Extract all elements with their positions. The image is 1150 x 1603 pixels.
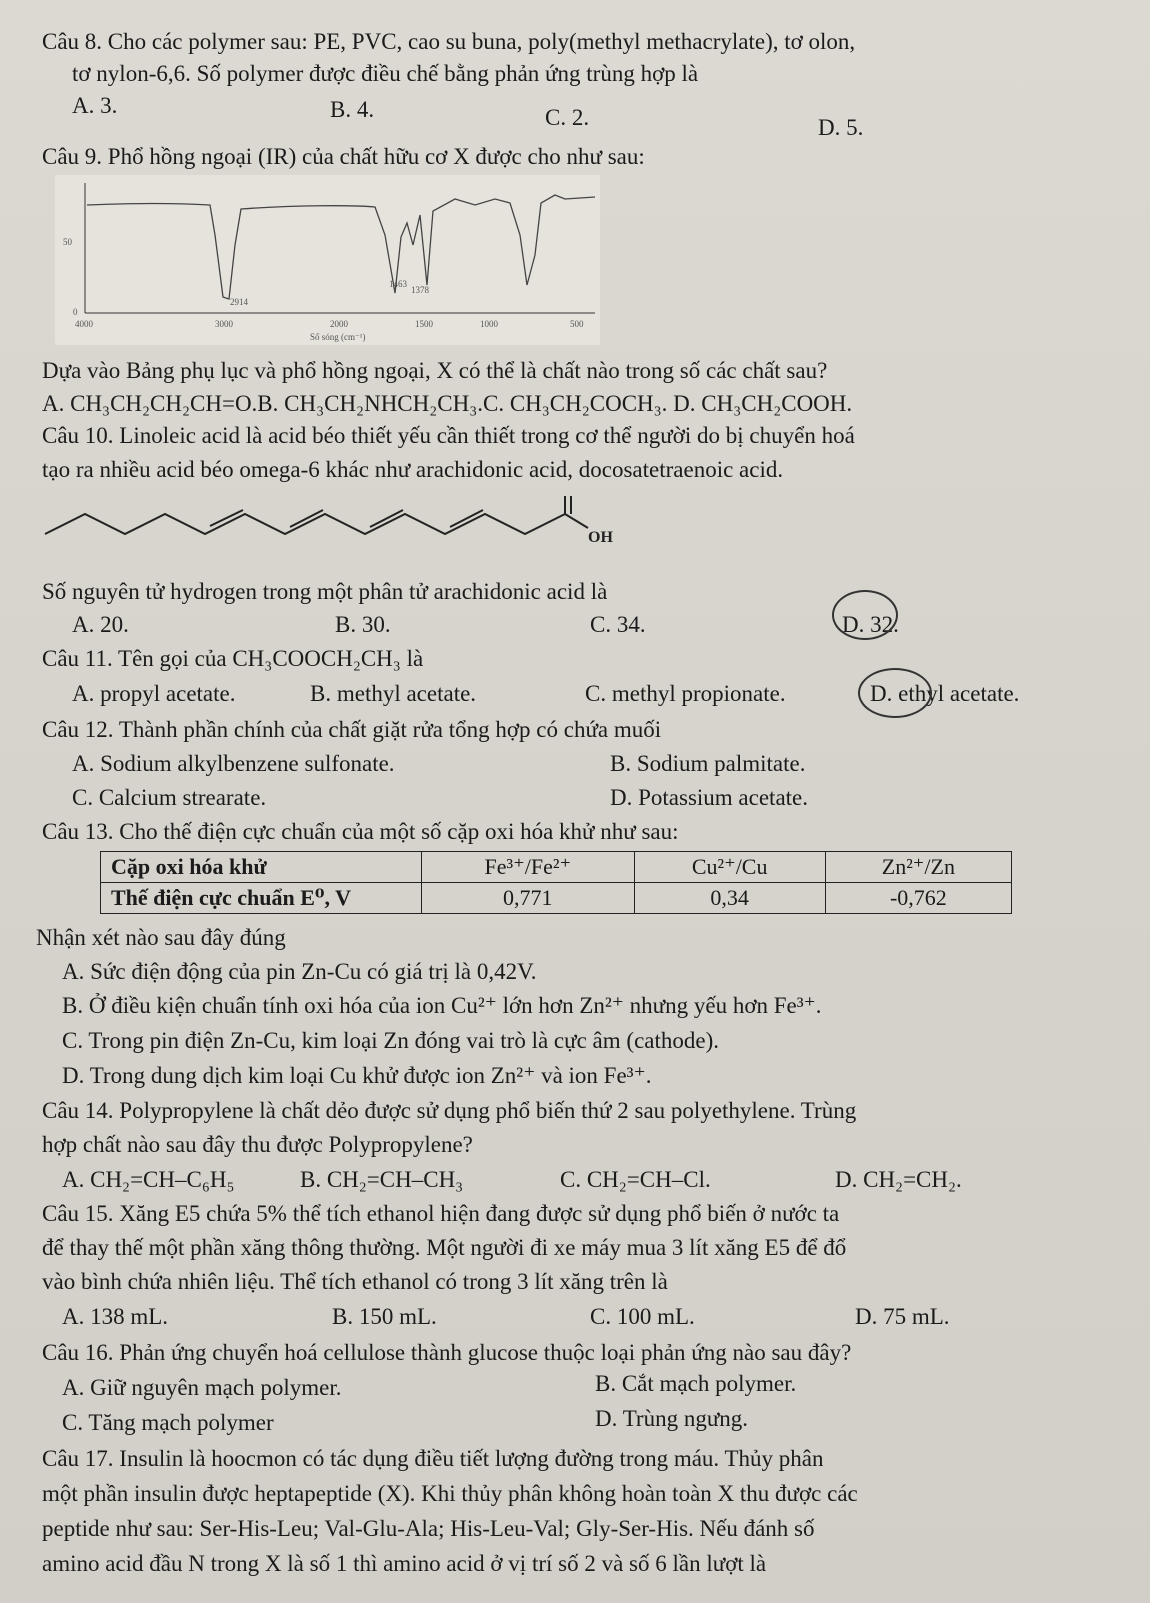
q12-option-d: D. Potassium acetate. [610, 785, 809, 810]
table-cell: Cu²⁺/Cu [634, 852, 825, 883]
spectrum-background [55, 175, 600, 345]
q8-line2: tơ nylon-6,6. Số polymer được điều chế bằng phản ứng trùng hợp là [72, 61, 699, 86]
q15-line2: để thay thế một phần xăng thông thường. Một người đi xe máy mua 3 lít xăng E5 để đổ [42, 1235, 847, 1260]
ir-spectrum-chart [55, 175, 600, 345]
q13-option-c: C. Trong pin điện Zn-Cu, kim loại Zn đóng vai trò là cực âm (cathode). [62, 1028, 719, 1053]
q10-option-b: B. 30. [335, 612, 391, 637]
table-row [101, 852, 1012, 883]
q14-option-b: B. CH₂=CH–CH₃ [300, 1167, 464, 1192]
q10-option-d: D. 32. [842, 612, 899, 637]
q11-title: Câu 11. Tên gọi của CH₃COOCH₂CH₃ là [42, 646, 424, 671]
spectrum-peak-2914: 2914 [230, 297, 248, 307]
q10-prompt: Số nguyên tử hydrogen trong một phân tử arachidonic acid là [42, 579, 608, 604]
table-row [101, 883, 1012, 914]
oh-label: OH [588, 529, 613, 546]
q15-option-d: D. 75 mL. [855, 1304, 950, 1329]
q15-line1: Câu 15. Xăng E5 chứa 5% thể tích ethanol hiện đang được sử dụng phổ biến ở nước ta [42, 1201, 840, 1226]
q16-title: Câu 16. Phản ứng chuyển hoá cellulose thành glucose thuộc loại phản ứng nào sau đây? [42, 1340, 852, 1365]
q16-option-d: D. Trùng ngưng. [595, 1406, 749, 1431]
q12-title: Câu 12. Thành phần chính của chất giặt rửa tổng hợp có chứa muối [42, 717, 662, 742]
q16-option-b: B. Cắt mạch polymer. [595, 1371, 797, 1396]
table-cell: 0,771 [422, 883, 635, 914]
table-cell: Zn²⁺/Zn [825, 852, 1011, 883]
q11-option-d: D. ethyl acetate. [870, 681, 1020, 706]
q14-option-d: D. CH₂=CH₂. [835, 1167, 962, 1192]
spectrum-tick-2000: 2000 [330, 319, 348, 329]
q9-prompt: Dựa vào Bảng phụ lục và phổ hồng ngoại, X có thể là chất nào trong số các chất sau? [42, 358, 828, 383]
spectrum-peak-1378: 1378 [411, 285, 429, 295]
q12-option-c: C. Calcium strearate. [72, 785, 267, 810]
q8-option-c: C. 2. [545, 105, 590, 130]
hand-drawn-circle [832, 590, 898, 640]
q8-option-d: D. 5. [818, 115, 864, 140]
spectrum-tick-4000: 4000 [75, 319, 93, 329]
table-header-cell: Cặp oxi hóa khử [101, 852, 422, 883]
q13-title: Câu 13. Cho thế điện cực chuẩn của một số cặp oxi hóa khử như sau: [42, 819, 679, 844]
q9-options: A. CH₃CH₂CH₂CH=O.B. CH₃CH₂NHCH₂CH₃.C. CH₃CH₂COCH₃. D. CH₃CH₂COOH. [42, 391, 853, 416]
q13-option-b: B. Ở điều kiện chuẩn tính oxi hóa của ion Cu²⁺ lớn hơn Zn²⁺ nhưng yếu hơn Fe³⁺. [62, 993, 822, 1018]
spectrum-y50-label: 50 [63, 237, 72, 247]
table-header-cell: Thế điện cực chuẩn E⁰, V [101, 883, 422, 914]
q9-title: Câu 9. Phổ hồng ngoại (IR) của chất hữu cơ X được cho như sau: [42, 144, 645, 169]
q8-option-b: B. 4. [330, 97, 375, 122]
q14-option-a: A. CH₂=CH–C₆H₅ [62, 1167, 235, 1192]
q16-option-a: A. Giữ nguyên mạch polymer. [62, 1375, 342, 1400]
q13-prompt: Nhận xét nào sau đây đúng [36, 925, 286, 950]
spectrum-peak-1463: 1463 [389, 279, 407, 289]
q14-option-c: C. CH₂=CH–Cl. [560, 1167, 711, 1192]
q15-option-b: B. 150 mL. [332, 1304, 437, 1329]
q10-line2: tạo ra nhiều acid béo omega-6 khác như arachidonic acid, docosatetraenoic acid. [42, 457, 784, 482]
spectrum-y0-label: 0 [73, 307, 78, 317]
spectrum-tick-500: 500 [570, 319, 584, 329]
linoleic-acid-structure [40, 492, 620, 567]
spectrum-x-label: Số sóng (cm⁻¹) [310, 332, 366, 342]
q14-line1: Câu 14. Polypropylene là chất dẻo được sử dụng phổ biến thứ 2 sau polyethylene. Trùng [42, 1098, 857, 1123]
q13-option-a: A. Sức điện động của pin Zn-Cu có giá trị là 0,42V. [62, 959, 537, 984]
table-cell: -0,762 [825, 883, 1011, 914]
q12-option-a: A. Sodium alkylbenzene sulfonate. [72, 751, 395, 776]
q11-option-a: A. propyl acetate. [72, 681, 236, 706]
q17-line2: một phần insulin được heptapeptide (X). Khi thủy phân không hoàn toàn X thu được các [42, 1481, 858, 1506]
q12-option-b: B. Sodium palmitate. [610, 751, 806, 776]
q15-option-c: C. 100 mL. [590, 1304, 695, 1329]
spectrum-tick-3000: 3000 [215, 319, 233, 329]
carbon-chain [45, 514, 565, 534]
q14-line2: hợp chất nào sau đây thu được Polypropylene? [42, 1132, 473, 1157]
q17-line4: amino acid đầu N trong X là số 1 thì amino acid ở vị trí số 2 và số 6 lần lượt là [42, 1551, 767, 1576]
q13-option-d: D. Trong dung dịch kim loại Cu khử được ion Zn²⁺ và ion Fe³⁺. [62, 1063, 652, 1088]
q11-option-c: C. methyl propionate. [585, 681, 786, 706]
table-cell: 0,34 [634, 883, 825, 914]
q10-option-a: A. 20. [72, 612, 129, 637]
hand-drawn-circle [858, 668, 932, 718]
q17-line3: peptide như sau: Ser-His-Leu; Val-Glu-Ala; His-Leu-Val; Gly-Ser-His. Nếu đánh số [42, 1516, 815, 1541]
spectrum-tick-1500: 1500 [415, 319, 433, 329]
q10-line1: Câu 10. Linoleic acid là acid béo thiết yếu cần thiết trong cơ thể người do bị chuyển hoá [42, 423, 855, 448]
q15-option-a: A. 138 mL. [62, 1304, 169, 1329]
q16-option-c: C. Tăng mạch polymer [62, 1410, 274, 1435]
q10-option-c: C. 34. [590, 612, 646, 637]
table-cell: Fe³⁺/Fe²⁺ [422, 852, 635, 883]
q8-option-a: A. 3. [72, 93, 118, 118]
q17-line1: Câu 17. Insulin là hoocmon có tác dụng điều tiết lượng đường trong máu. Thủy phân [42, 1446, 824, 1471]
electrode-potential-table [100, 851, 1012, 914]
q8-line1: Câu 8. Cho các polymer sau: PE, PVC, cao su buna, poly(methyl methacrylate), tơ olon, [42, 29, 856, 54]
q11-option-b: B. methyl acetate. [310, 681, 477, 706]
q15-line3: vào bình chứa nhiên liệu. Thể tích ethanol có trong 3 lít xăng trên là [42, 1269, 668, 1294]
hydroxyl-bond [565, 514, 588, 528]
spectrum-tick-1000: 1000 [480, 319, 498, 329]
